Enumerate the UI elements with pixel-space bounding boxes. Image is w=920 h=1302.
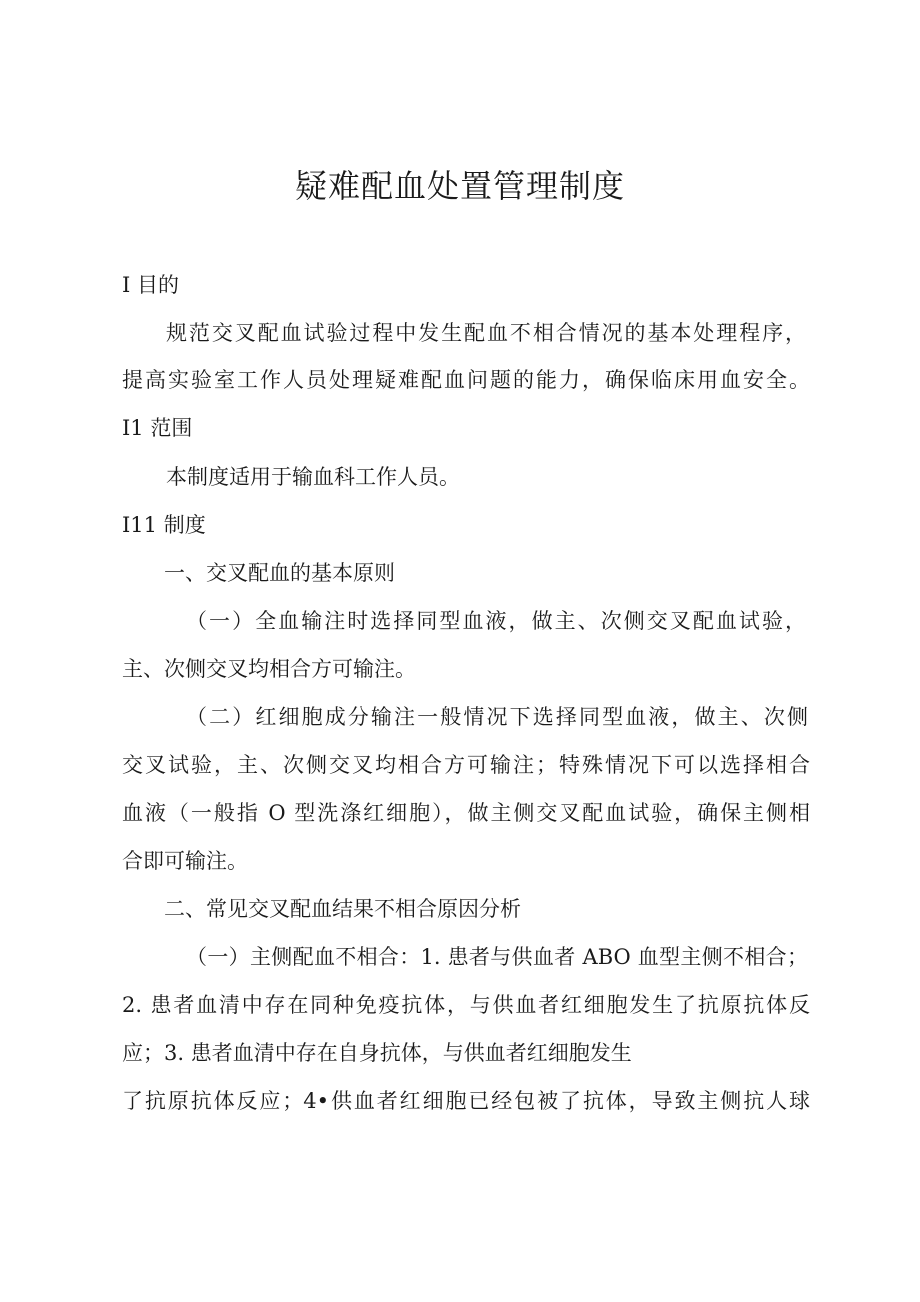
paragraph-line: 2. 患者血清中存在同种免疫抗体，与供血者红细胞发生了抗原抗体反 [122, 993, 810, 1017]
section-heading-purpose: I 目的 [122, 273, 179, 297]
subsection-heading: 一、交叉配血的基本原则 [164, 561, 395, 585]
paragraph-line: 规范交叉配血试验过程中发生配血不相合情况的基本处理程序， [166, 321, 806, 345]
section-heading-rules: I11 制度 [122, 513, 206, 537]
subsection-heading: 二、常见交叉配血结果不相合原因分析 [164, 897, 521, 921]
paragraph-line: （一）主侧配血不相合：1. 患者与供血者 ABO 血型主侧不相合； [186, 945, 808, 969]
paragraph-line: （一）全血输注时选择同型血液，做主、次侧交叉配血试验， [186, 609, 806, 633]
paragraph-line: 本制度适用于输血科工作人员。 [166, 465, 460, 489]
document-title: 疑难配血处置管理制度 [294, 167, 625, 205]
section-heading-scope: I1 范围 [122, 416, 193, 440]
paragraph-line: 应；3. 患者血清中存在自身抗体，与供血者红细胞发生 [122, 1041, 632, 1065]
paragraph-line: 合即可输注。 [122, 849, 248, 873]
paragraph-line: 主、次侧交叉均相合方可输注。 [122, 657, 416, 681]
paragraph-line: 交叉试验，主、次侧交叉均相合方可输注；特殊情况下可以选择相合 [122, 753, 810, 777]
paragraph-line: （二）红细胞成分输注一般情况下选择同型血液，做主、次侧 [186, 705, 808, 729]
paragraph-line: 提高实验室工作人员处理疑难配血问题的能力，确保临床用血安全。 [122, 368, 810, 392]
paragraph-line: 血液（一般指 O 型洗涤红细胞），做主侧交叉配血试验，确保主侧相 [122, 801, 810, 825]
paragraph-line: 了抗原抗体反应；4•供血者红细胞已经包被了抗体，导致主侧抗人球 [122, 1089, 810, 1113]
